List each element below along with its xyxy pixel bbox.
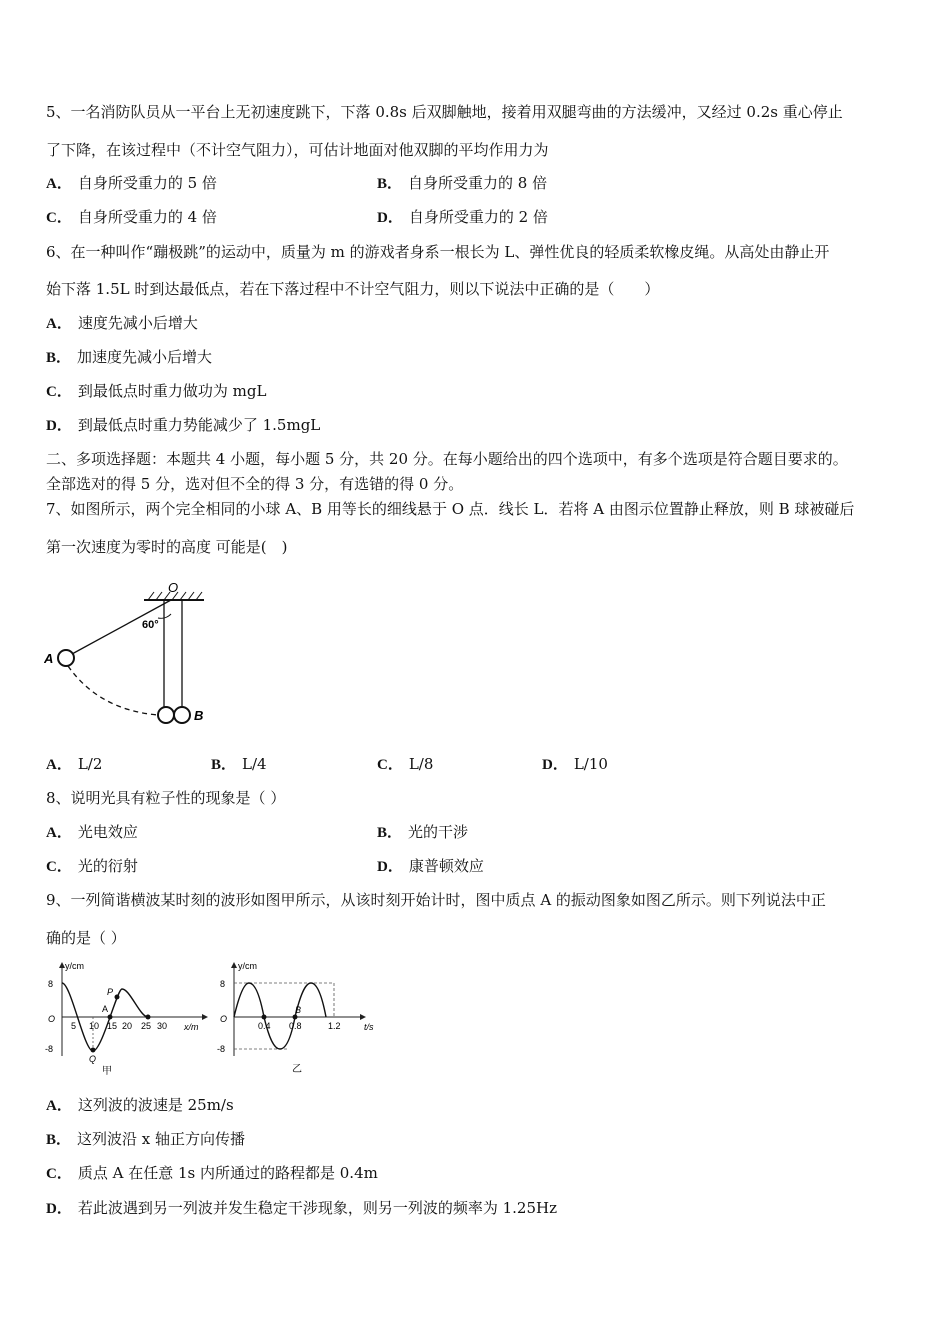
q6-option-a [46,313,198,334]
y-bottom-label: -8 [45,1044,54,1054]
origin-label: O [48,1014,56,1024]
point-p-label: P [107,987,114,997]
point-a-dot [108,1015,113,1020]
option-label: A． [46,825,72,841]
option-label: B． [46,350,72,366]
y-top-label: 8 [48,979,54,989]
x-label: x/m [184,1022,199,1032]
option-label: B． [46,1132,72,1148]
q6-option-b [46,347,212,368]
option-label: D． [377,859,403,875]
pendulum-figure [44,578,224,728]
option-text: L/2 [77,755,103,773]
ball-b1 [158,707,174,723]
caption-yi: 乙 [292,1064,302,1075]
q5-option-a [46,173,217,194]
q9-option-d [46,1198,557,1219]
option-text: 自身所受重力的 2 倍 [408,208,548,226]
tick-5: 5 [71,1021,77,1031]
angle-label: 60° [142,619,159,631]
section2-line1: 二、多项选择题：本题共 4 小题，每小题 5 分，共 20 分。在每小题给出的四个选项中，有多个选项是符合题目要求的。 [46,450,848,468]
section2-line2: 全部选对的得 5 分，选对但不全的得 3 分，有选错的得 0 分。 [46,475,464,493]
t-label: t/s [364,1022,374,1032]
option-text: 光的衍射 [77,857,138,875]
option-text: L/10 [573,755,608,773]
option-label: C． [46,1166,72,1182]
option-label: C． [46,210,72,226]
option-label: D． [46,418,72,434]
q5-option-b [377,173,547,194]
point-q-dot [91,1048,96,1053]
option-text: 加速度先减小后增大 [77,348,213,366]
y-bottom-label: -8 [217,1044,226,1054]
wave-figure-jia [44,956,214,1078]
option-label: A． [46,757,72,773]
q5-option-c [46,207,217,228]
q9-stem-line1: 9、一列简谐横波某时刻的波形如图甲所示，从该时刻开始计时，图中质点 A 的振动图象如图乙所示。则下列说法中正 [46,891,826,909]
q8-option-c [46,856,138,877]
q9-option-b [46,1129,245,1150]
option-label: A． [46,316,72,332]
option-label: B． [377,825,403,841]
x-arrow [202,1014,208,1020]
q7-option-d [542,754,608,775]
q9-option-a [46,1095,234,1116]
point-q-label: Q [89,1054,97,1064]
option-text: 自身所受重力的 5 倍 [77,174,217,192]
option-label: D． [542,757,568,773]
tick-12: 1.2 [328,1021,341,1031]
tick-30: 30 [157,1021,168,1031]
point-p-dot [115,995,120,1000]
option-text: 这列波沿 x 轴正方向传播 [77,1130,246,1148]
label-o: O [168,580,179,595]
q7-option-c [377,754,433,775]
q7-stem-line1: 7、如图所示，两个完全相同的小球 A、B 用等长的细线悬于 O 点．线长 L．若将 A 由图示位置静止释放，则 B 球被碰后 [46,500,855,518]
option-text: 到最低点时重力做功为 mgL [77,382,267,400]
q7-stem-line2: 第一次速度为零时的高度 可能是( ) [46,538,288,556]
q6-option-d [46,415,320,436]
option-text: 这列波的波速是 25m/s [77,1096,234,1114]
option-text: 光电效应 [77,823,138,841]
origin-label: O [220,1014,228,1024]
option-label: C． [46,384,72,400]
option-label: A． [46,1098,72,1114]
option-label: D． [377,210,403,226]
ball-b2 [174,707,190,723]
y-top-label: 8 [220,979,226,989]
ball-a [58,650,74,666]
tick-04-dot [262,1015,267,1020]
caption-jia: 甲 [102,1066,112,1077]
option-text: 自身所受重力的 8 倍 [408,174,548,192]
tick-25: 25 [141,1021,152,1031]
point-end-dot [146,1015,151,1020]
q9-option-c [46,1163,378,1184]
q5-stem-line2: 了下降，在该过程中（不计空气阻力），可估计地面对他双脚的平均作用力为 [46,141,549,159]
label-b: B [194,708,204,723]
tick-08: 0.8 [289,1021,302,1031]
option-text: 自身所受重力的 4 倍 [77,208,217,226]
q8-option-d [377,856,484,877]
vibration-curve [234,983,326,1049]
option-text: 光的干涉 [408,823,469,841]
y-label: y/cm [65,961,84,971]
option-text: 到最低点时重力势能减少了 1.5mgL [77,416,321,434]
option-text: 速度先减小后增大 [77,314,198,332]
tick-08-dot [293,1015,298,1020]
q7-option-b [211,754,267,775]
q6-option-c [46,381,266,402]
tick-20: 20 [122,1021,133,1031]
q8-stem-line1: 8、说明光具有粒子性的现象是（ ） [46,789,286,807]
tick-10: 10 [89,1021,100,1031]
label-a: A [44,651,54,666]
option-text: 康普顿效应 [408,857,484,875]
option-label: B． [377,176,403,192]
tick-04: 0.4 [258,1021,271,1031]
point-a-label: A [102,1004,109,1014]
swing-path [68,666,158,715]
option-text: L/8 [408,755,434,773]
q7-option-a [46,754,102,775]
y-arrow [231,962,237,968]
q5-stem-line1: 5、一名消防队员从一平台上无初速度跳下，下落 0.8s 后双脚触地，接着用双腿弯曲的方法缓冲，又经过 0.2s 重心停止 [46,103,843,121]
vibration-figure-yi [212,956,392,1078]
q9-stem-line2: 确的是（ ） [46,929,126,947]
option-text: 质点 A 在任意 1s 内所通过的路程都是 0.4m [77,1164,378,1182]
option-label: B． [211,757,237,773]
tick-15: 15 [107,1021,118,1031]
t-arrow [360,1014,366,1020]
option-label: C． [377,757,403,773]
option-text: L/4 [242,755,267,773]
q6-stem-line2: 始下落 1.5L 时到达最低点，若在下落过程中不计空气阻力，则以下说法中正确的是（ ） [46,280,660,298]
option-label: A． [46,176,72,192]
q8-option-a [46,822,138,843]
q8-option-b [377,822,468,843]
option-label: D． [46,1201,72,1217]
q6-stem-line1: 6、在一种叫作“蹦极跳”的运动中，质量为 m 的游戏者身系一根长为 L、弹性优良的轻质柔软橡皮绳。从高处由静止开 [46,243,830,261]
option-text: 若此波遇到另一列波并发生稳定干涉现象，则另一列波的频率为 1.25Hz [77,1199,557,1217]
q5-option-d [377,207,548,228]
point-b-label: B [295,1005,302,1015]
option-label: C． [46,859,72,875]
y-label: y/cm [238,961,257,971]
